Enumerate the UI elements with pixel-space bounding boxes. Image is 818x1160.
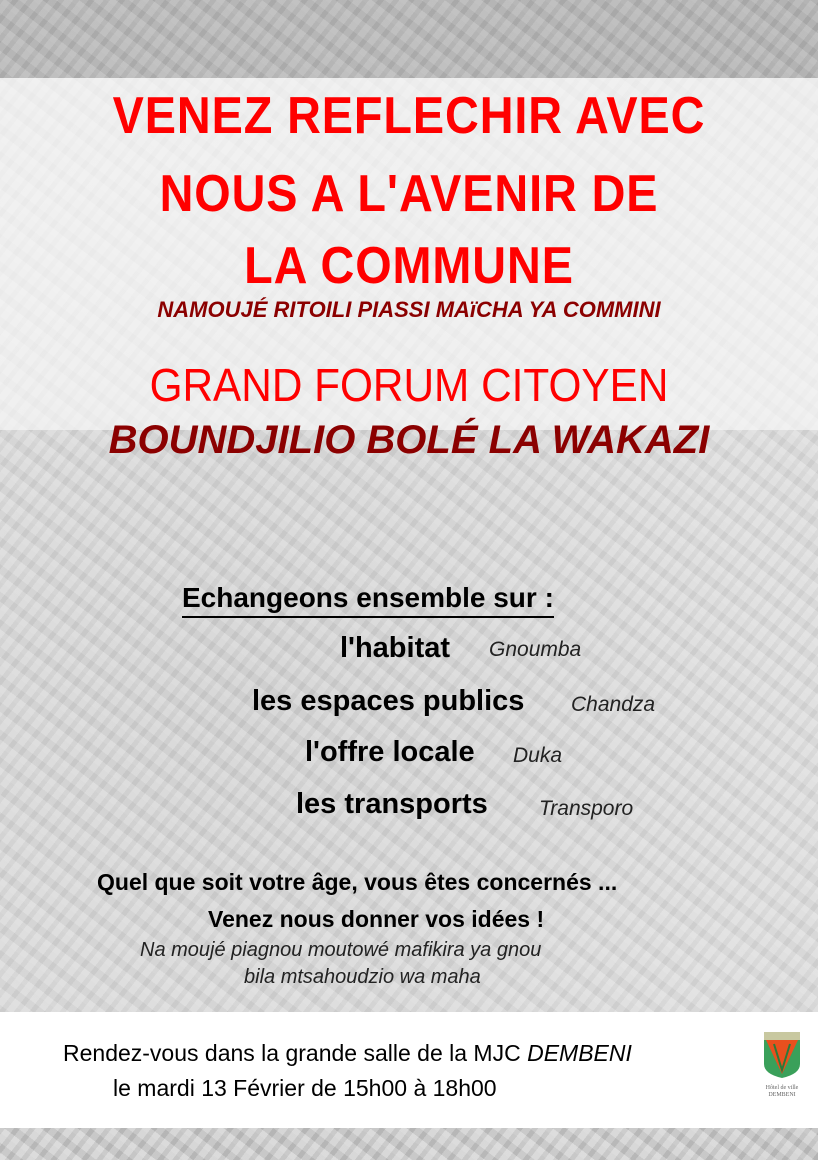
topic-label: les espaces publics xyxy=(252,685,525,717)
logo-caption: Hôtel de ville DEMBENI xyxy=(765,1085,799,1098)
message-concerned: Quel que soit votre âge, vous êtes concernés ... xyxy=(97,869,618,895)
topic-translation: Chandza xyxy=(571,693,656,716)
title-translation: NAMOUJÉ RITOILI PIASSI MAïCHA YA COMMINI xyxy=(157,297,661,322)
topic-translation: Gnoumba xyxy=(489,638,582,661)
topics-heading: Echangeons ensemble sur : xyxy=(182,582,554,618)
venue-text: Rendez-vous dans la grande salle de la MJC xyxy=(63,1040,521,1066)
message-ideas: Venez nous donner vos idées ! xyxy=(208,906,545,932)
message-translation-1: Na moujé piagnou moutowé mafikira ya gnou xyxy=(140,939,542,961)
town-hall-logo xyxy=(762,1030,802,1102)
coat-of-arms-icon xyxy=(762,1030,802,1080)
topic-label: les transports xyxy=(296,788,488,820)
footer-band xyxy=(0,1012,818,1128)
venue-line xyxy=(63,1040,632,1067)
topic-translation: Transporo xyxy=(539,797,634,820)
event-name-translation: BOUNDJILIO BOLÉ LA WAKAZI xyxy=(108,418,710,462)
event-date: le mardi 13 Février de 15h00 à 18h00 xyxy=(113,1075,497,1101)
topic-label: l'offre locale xyxy=(305,736,475,768)
topic-translation: Duka xyxy=(513,744,563,767)
background-band xyxy=(0,0,818,78)
title-line-2: NOUS A L'AVENIR DE xyxy=(159,165,659,223)
venue-town: DEMBENI xyxy=(527,1040,632,1066)
topic-label: l'habitat xyxy=(340,632,451,664)
title-line-3: LA COMMUNE xyxy=(244,237,574,295)
message-translation-2: bila mtsahoudzio wa maha xyxy=(244,966,481,988)
title-line-1: VENEZ REFLECHIR AVEC xyxy=(112,87,706,145)
event-name: GRAND FORUM CITOYEN xyxy=(149,359,669,411)
